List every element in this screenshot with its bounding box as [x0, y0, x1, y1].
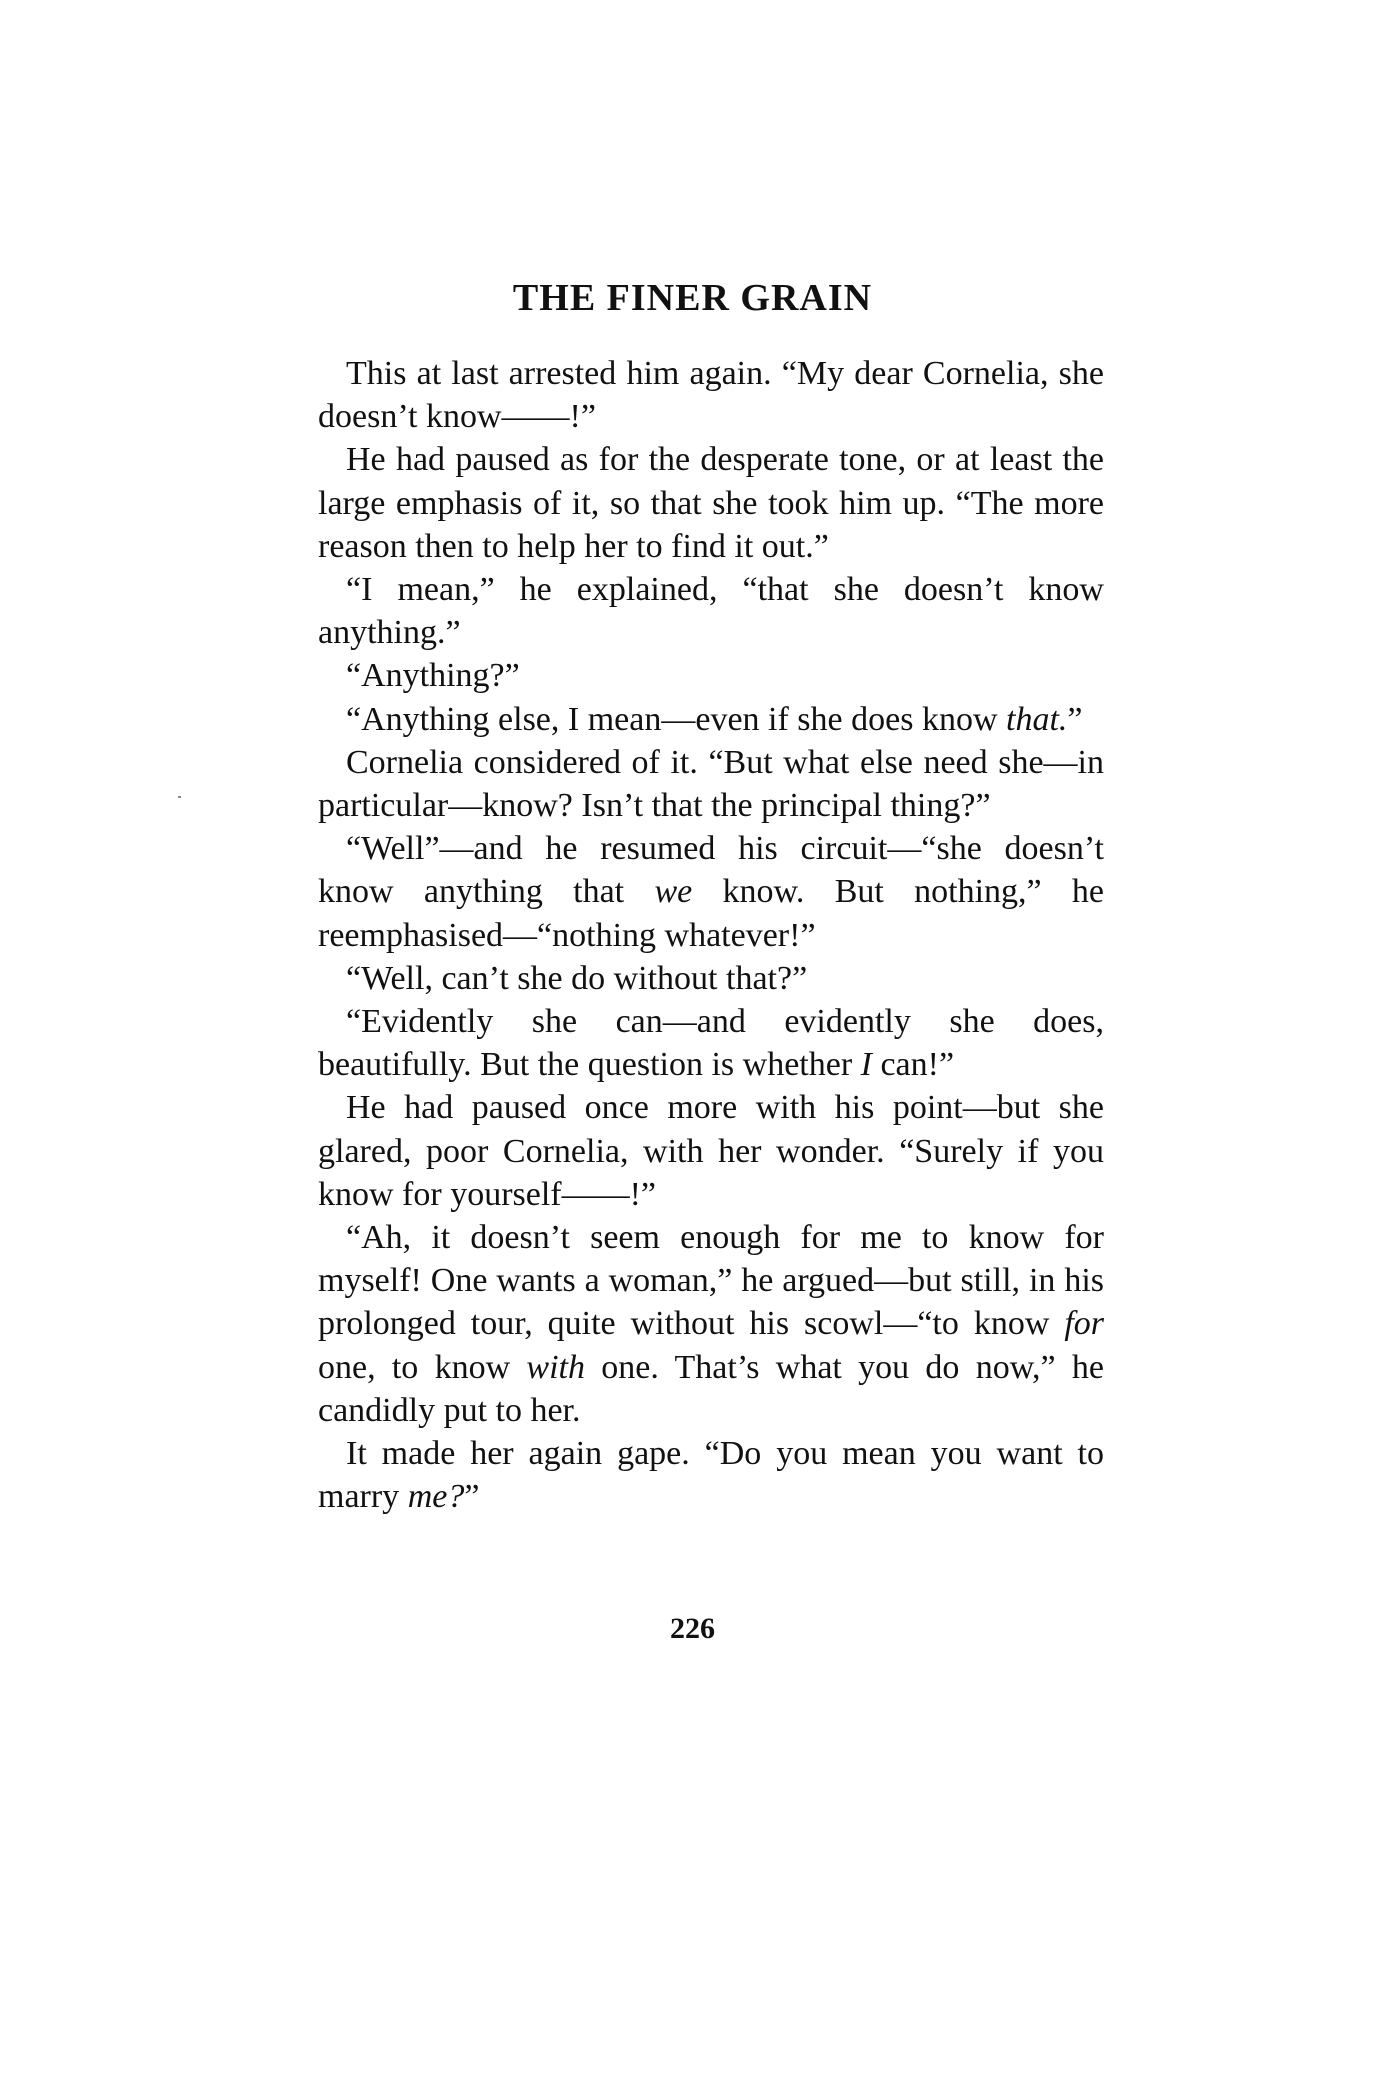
text-run: “Well”—and he resumed his circuit—“she doesn’t know anything that — [318, 830, 1104, 911]
italic-text: with — [526, 1348, 585, 1386]
running-title: THE FINER GRAIN — [512, 277, 873, 319]
paragraph — [318, 438, 1104, 568]
text-run: “Anything?” — [346, 657, 520, 695]
text-run: “Evidently she can—and evidently she does, beautifully. But the question is whether — [318, 1003, 1104, 1084]
italic-text: that. — [1006, 700, 1068, 738]
text-run: It made her again gape. “Do you mean you want to marry — [318, 1435, 1104, 1516]
text-run: can!” — [871, 1046, 955, 1084]
paragraph — [318, 352, 1104, 438]
paragraph — [318, 698, 1104, 741]
text-run: “Ah, it doesn’t seem enough for me to know for myself! One wants a woman,” he argued—but still, in his prolonged tour, quite without his scowl—“to know — [318, 1219, 1104, 1343]
page-number: 226 — [670, 1612, 715, 1645]
italic-text: for — [1064, 1305, 1104, 1343]
text-run: “I mean,” he explained, “that she doesn’t know anything.” — [318, 571, 1104, 652]
paragraph — [318, 1432, 1104, 1518]
body-text — [318, 352, 1104, 1518]
paragraph — [318, 957, 1104, 1000]
text-run: He had paused as for the desperate tone, or at least the large emphasis of it, so that she took him up. “The more reason then to help her to find it out.” — [318, 441, 1104, 565]
paragraph — [318, 827, 1104, 957]
text-run: know. But nothing,” he reemphasised—“nothing whatever!” — [318, 873, 1105, 954]
paragraph — [318, 1216, 1104, 1432]
paragraph — [318, 741, 1104, 827]
margin-speck — [178, 796, 181, 798]
italic-text: me? — [407, 1478, 465, 1516]
text-run: ” — [464, 1478, 480, 1516]
paragraph — [318, 1086, 1104, 1216]
italic-text: we — [654, 873, 693, 911]
text-run: He had paused once more with his point—but she glared, poor Cornelia, with her wonder. “Surely if you know for yourself——!” — [318, 1089, 1104, 1213]
paragraph — [318, 654, 1104, 697]
text-run: one. That’s what you do now,” he candidly put to her. — [318, 1348, 1105, 1429]
text-run: “Anything else, I mean—even if she does know — [346, 700, 1006, 738]
paragraph — [318, 1000, 1104, 1086]
text-run: one, to know — [318, 1348, 527, 1386]
text-run: ” — [1067, 700, 1083, 738]
text-run: Cornelia considered of it. “But what else need she—in particular—know? Isn’t that the principal thing?” — [318, 743, 1104, 825]
text-run: “Well, can’t she do without that?” — [346, 959, 808, 997]
italic-text: I — [860, 1046, 872, 1084]
text-run: This at last arrested him again. “My dear Cornelia, she doesn’t know——!” — [318, 355, 1104, 436]
paragraph — [318, 568, 1104, 654]
